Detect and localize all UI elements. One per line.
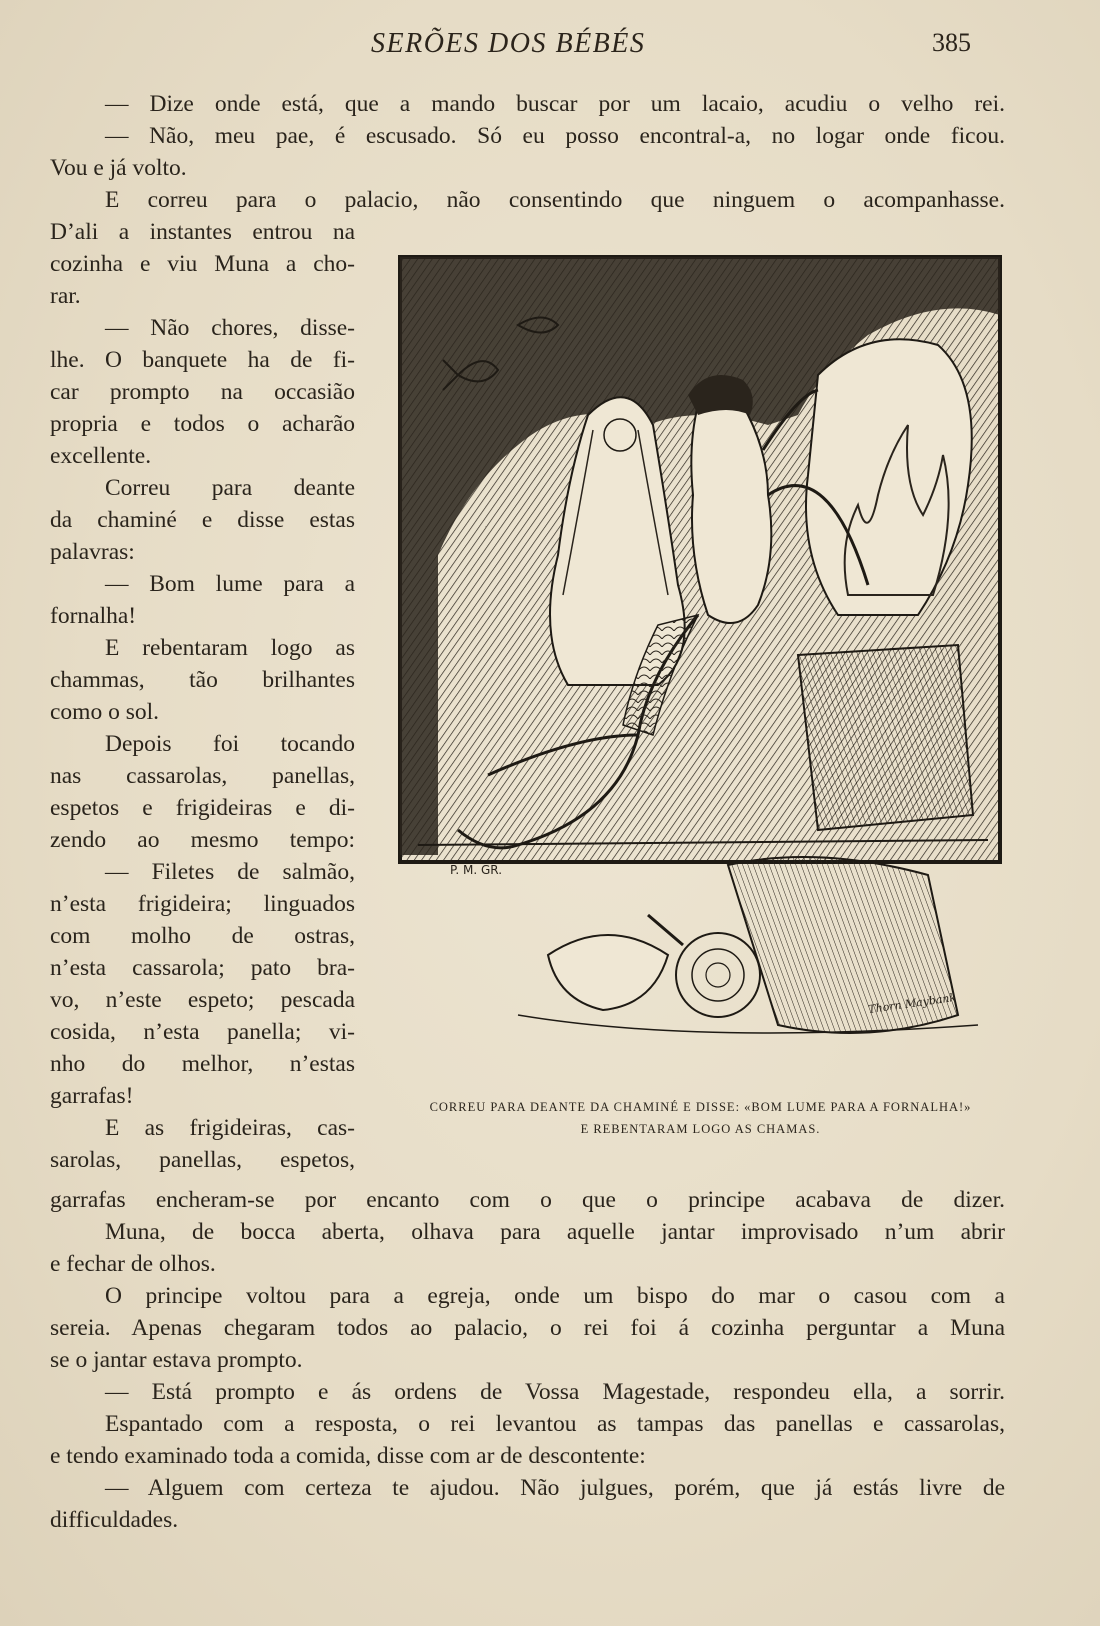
column-line: Correu para deante [105,475,355,501]
column-line: palavras: [50,539,135,565]
paragraph-line: — Está prompto e ás ordens de Vossa Magestade, respondeu ella, a sorrir. [105,1379,1005,1405]
page-number: 385 [932,28,971,57]
column-line: n’esta frigideira; linguados [50,891,355,917]
column-line: como o sol. [50,699,160,725]
column-line: cosida, n’esta panella; vi- [50,1019,355,1045]
illustrator-monogram: P. M. GR. [450,863,503,877]
paragraph-line: e tendo examinado toda a comida, disse com ar de descontente: [50,1443,646,1469]
caption-line-1: CORREU PARA DEANTE DA CHAMINÉ E DISSE: «BOM LUME PARA A FORNALHA!» [429,1100,972,1114]
column-line: lhe. O banquete ha de fi- [50,347,355,373]
paragraph-line: — Dize onde está, que a mando buscar por um lacaio, acudiu o velho rei. [105,91,1005,117]
illustration-caption [398,1096,1003,1140]
left-column-text [50,216,355,1176]
paragraph-line: E correu para o palacio, não consentindo que ninguem o acompanhasse. [105,187,1005,213]
column-line: garrafas! [50,1083,134,1109]
illustration-drawing [398,255,1003,1085]
column-line: propria e todos o acharão [50,411,355,437]
paragraph-line: sereia. Apenas chegaram todos ao palacio, o rei foi á cozinha perguntar a Muna [50,1315,1005,1341]
column-line: nas cassarolas, panellas, [50,763,355,789]
column-line: da chaminé e disse estas [50,507,355,533]
stove [798,645,973,830]
column-line: car prompto na occasião [50,379,355,405]
running-title: SERÕES DOS BÉBÉS [371,28,646,59]
snail-shell [676,933,760,1017]
column-line: — Não chores, disse- [105,315,355,341]
paragraph-line: se o jantar estava prompto. [50,1347,303,1373]
column-line: — Bom lume para a [105,571,355,597]
paragraph-line: — Não, meu pae, é escusado. Só eu posso encontral-a, no logar onde ficou. [105,123,1005,149]
paragraph-line: Espantado com a resposta, o rei levantou as tampas das panellas e cassarolas, [105,1411,1005,1437]
column-line: rar. [50,283,81,309]
paragraph-line: garrafas encheram-se por encanto com o que o principe acabava de dizer. [50,1187,1005,1213]
column-line: com molho de ostras, [50,923,355,949]
column-line: espetos e frigideiras e di- [50,795,355,821]
column-line: — Filetes de salmão, [105,859,355,885]
column-line: chammas, tão brilhantes [50,667,355,693]
column-line: fornalha! [50,603,137,629]
illustration [398,255,1003,1085]
column-line: D’ali a instantes entrou na [50,219,355,245]
column-line: sarolas, panellas, espetos, [50,1147,355,1173]
column-line: nho do melhor, n’estas [50,1051,355,1077]
paragraph-line: — Alguem com certeza te ajudou. Não julgues, porém, que já estás livre de [105,1475,1005,1501]
column-line: E rebentaram logo as [105,635,355,661]
paragraph-line: Vou e já volto. [50,155,187,181]
bowl [548,935,668,1010]
paragraph-line: Muna, de bocca aberta, olhava para aquelle jantar improvisado n’um abrir [105,1219,1005,1245]
column-line: n’esta cassarola; pato bra- [50,955,355,981]
paragraph-line: e fechar de olhos. [50,1251,216,1277]
top-text-block [50,88,1005,216]
column-line: vo, n’este espeto; pescada [50,987,355,1013]
caption-line-2: E REBENTARAM LOGO AS CHAMAS. [580,1122,821,1136]
paragraph-line: O principe voltou para a egreja, onde um bispo do mar o casou com a [105,1283,1005,1309]
column-line: E as frigideiras, cas- [105,1115,355,1141]
column-line: Depois foi tocando [105,731,355,757]
illustrator-signature: Thorn Maybank [867,990,957,1017]
column-line: cozinha e viu Muna a cho- [50,251,355,277]
paragraph-line: difficuldades. [50,1507,179,1533]
page-header [0,22,1100,66]
column-line: excellente. [50,443,152,469]
bottom-text-block [50,1184,1005,1536]
column-line: zendo ao mesmo tempo: [50,827,355,853]
